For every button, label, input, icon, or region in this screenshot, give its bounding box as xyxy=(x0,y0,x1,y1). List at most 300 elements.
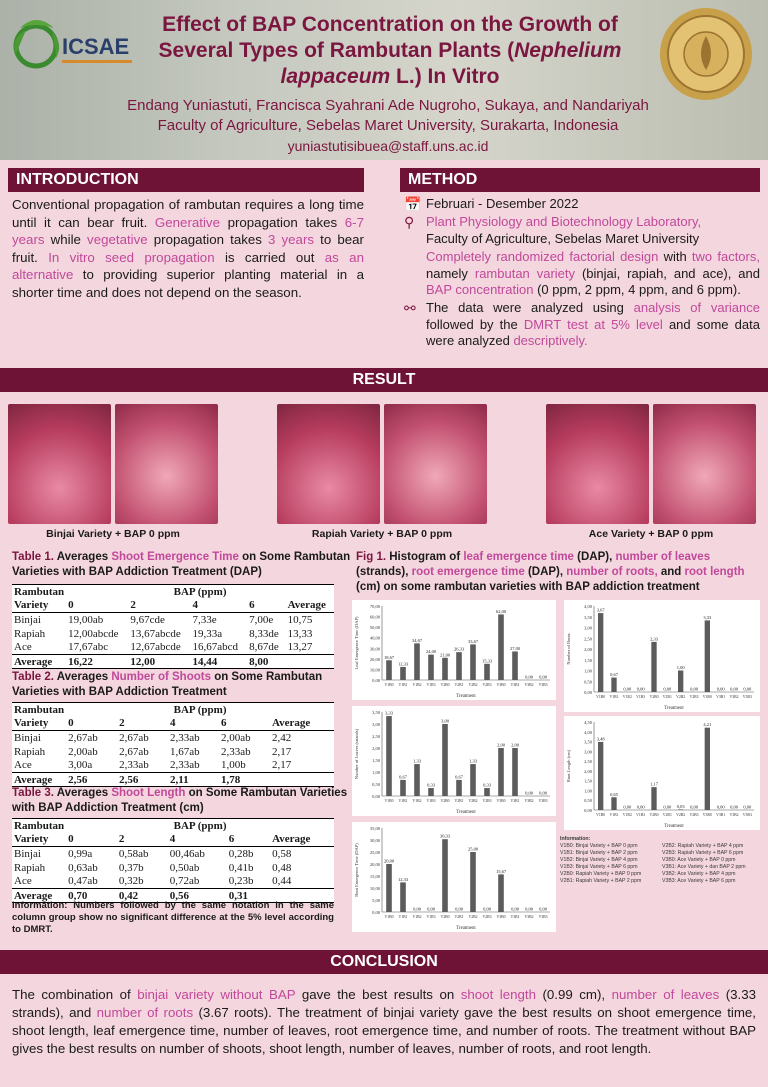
y-tick-label: 0,50 xyxy=(584,798,592,804)
y-tick-label: 2,50 xyxy=(372,734,380,739)
lightbulb-icon: ⚯ xyxy=(404,300,416,317)
table-cell: 2,17 xyxy=(271,745,292,758)
data-label: 20,00 xyxy=(383,858,395,864)
table-cell: 6 xyxy=(219,717,270,731)
bar xyxy=(470,644,476,680)
data-label: 2,00 xyxy=(497,742,505,748)
data-label: 0,00 xyxy=(743,804,752,810)
y-tick-label: 10,00 xyxy=(369,667,380,673)
table-cell: Average xyxy=(12,889,66,903)
y-tick-label: 10,00 xyxy=(369,886,380,891)
data-label: 3,33 xyxy=(703,614,712,620)
y-tick-label: 0,50 xyxy=(584,679,592,685)
x-tick-label: V2B0 xyxy=(440,915,450,919)
x-tick-label: V1B2 xyxy=(412,683,422,687)
method-text: 📅 Februari - Desember 2022 ⚲ Plant Physiology and Biotechnology Laboratory, Faculty of Agriculture, Sebelas Maret University Completely randomized factorial design with two factors, namely rambutan variety (binjai, rapiah, and ace), and BAP concentration (0 ppm, 2 ppm, 4 ppm, and 6 ppm). ⚯ The data were analyzed using analysis of variance followed by the DMRT test at 5% level and some data were analyzed descriptively. xyxy=(404,196,760,349)
table-cell: Average xyxy=(286,599,334,613)
table3-caption: Table 3. Averages Shoot Length on Some Rambutan Varieties with BAP Addiction Treatment (cm) xyxy=(12,787,348,814)
bar xyxy=(386,660,392,680)
x-tick-label: V1B3 xyxy=(426,683,436,687)
x-tick-label: V2B3 xyxy=(689,695,699,699)
table-cell: 1,00b xyxy=(220,759,246,772)
y-tick-label: 0,00 xyxy=(372,678,380,683)
data-label: 0,00 xyxy=(525,906,533,912)
table-cell: 2,56 xyxy=(117,773,168,787)
table-cell: 2,67ab xyxy=(68,731,98,744)
x-tick-label: V2B1 xyxy=(662,813,672,817)
data-label: 34,67 xyxy=(411,637,423,643)
binjai-photos xyxy=(8,404,218,524)
x-tick-label: V2B3 xyxy=(689,813,699,817)
table-row xyxy=(12,847,334,861)
table-cell: 2 xyxy=(117,717,168,731)
table-cell: 0,42 xyxy=(117,889,168,903)
y-tick-label: 60,00 xyxy=(369,614,380,620)
x-tick-label: V2B1 xyxy=(454,915,464,919)
icsae-logo xyxy=(6,8,136,80)
x-tick-label: V3B0 xyxy=(702,813,712,817)
table-cell: 8,33de xyxy=(249,627,279,640)
contact-email: yuniastutisibuea@staff.uns.ac.id xyxy=(287,138,489,154)
x-tick-label: V2B1 xyxy=(662,695,672,699)
table-cell: 0,58ab xyxy=(118,847,149,860)
x-tick-label: V2B3 xyxy=(482,915,492,919)
ace-photos xyxy=(546,404,756,524)
y-tick-label: 70,00 xyxy=(369,604,380,609)
data-label: 0,00 xyxy=(716,686,725,692)
data-label: 25,00 xyxy=(467,846,479,852)
introduction-text: Conventional propagation of rambutan requires a long time until it can bear fruit. Generative propagation takes 6-7 years while vegetative propagation takes 3 years to bear fruit. In vitro seed propagation is carried out as an alternative to providing superior planting material in a shorter time and does not depend on the season. xyxy=(12,197,364,300)
table-cell: 8,67de xyxy=(249,641,279,654)
x-tick-label: V3B1 xyxy=(716,813,726,817)
x-tick-label: V1B0 xyxy=(596,695,606,699)
table-cell: 0,63ab xyxy=(68,861,98,874)
y-tick-label: 15,00 xyxy=(369,874,380,879)
affiliation: Faculty of Agriculture, Sebelas Maret University, Surakarta, Indonesia xyxy=(157,117,619,134)
y-axis-label: Number of Roots xyxy=(566,633,571,665)
data-label: 0,00 xyxy=(730,804,738,810)
y-tick-label: 3,50 xyxy=(584,614,592,620)
table-header-row xyxy=(12,585,334,599)
data-label: 18,67 xyxy=(383,654,395,660)
x-tick-label: V3B1 xyxy=(510,915,520,919)
data-label: 0,67 xyxy=(399,774,407,780)
table-cell: 0,28b xyxy=(228,847,254,860)
table-cell: 3,00a xyxy=(68,759,93,772)
bar xyxy=(386,864,392,912)
table-cell: Average xyxy=(12,773,66,787)
x-tick-label: V3B1 xyxy=(510,683,520,687)
x-tick-label: V2B2 xyxy=(468,683,478,687)
x-tick-label: V1B2 xyxy=(412,799,422,803)
bar xyxy=(484,664,490,680)
bar xyxy=(414,764,420,796)
y-tick-label: 4,00 xyxy=(584,604,592,609)
table-cell: Rambutan xyxy=(14,819,65,832)
table-cell: 16,22 xyxy=(66,655,128,669)
bar xyxy=(456,780,462,796)
x-tick-label: V2B3 xyxy=(482,683,492,687)
table-cell: 2,33ab xyxy=(170,731,200,744)
y-axis-label: Leaf Emergence Time (DAP) xyxy=(354,616,359,670)
table-cell: 0,58 xyxy=(272,847,292,860)
x-tick-label: V2B3 xyxy=(482,799,492,803)
table2-caption: Table 2. Averages Number of Shoots on Some Rambutan Varieties with BAP Addiction Treatment xyxy=(12,671,323,698)
x-tick-label: V2B2 xyxy=(468,915,478,919)
y-tick-label: 1,00 xyxy=(372,770,380,775)
y-tick-label: 3,00 xyxy=(372,722,380,727)
table-row xyxy=(12,627,334,641)
data-label: 26,33 xyxy=(453,646,465,652)
x-tick-label: V1B1 xyxy=(398,799,408,803)
y-tick-label: 0,00 xyxy=(584,690,592,695)
table-cell: 13,67abcde xyxy=(130,627,181,640)
table-cell: 0,44 xyxy=(272,875,292,888)
chart-number-of-roots xyxy=(564,600,760,712)
y-tick-label: 30,00 xyxy=(369,646,380,652)
x-tick-label: V3B3 xyxy=(742,695,752,699)
x-tick-label: V2B2 xyxy=(676,695,686,699)
data-label: 15,67 xyxy=(495,868,507,874)
table-cell: 2,33ab xyxy=(170,759,200,772)
data-label: 3,00 xyxy=(441,718,449,724)
bar xyxy=(442,724,448,796)
data-label: 0,67 xyxy=(455,774,463,780)
table-row xyxy=(12,641,334,655)
table-cell: Variety xyxy=(12,833,66,847)
data-label: 12,33 xyxy=(397,661,409,667)
data-label: 0,00 xyxy=(743,686,752,692)
y-axis-label: Root Emergence Time (DAP) xyxy=(354,843,359,897)
table-row xyxy=(12,759,334,773)
author-block xyxy=(80,96,696,136)
chart-root-emergence xyxy=(352,822,556,932)
data-label: 12,33 xyxy=(397,876,409,882)
y-tick-label: 25,00 xyxy=(369,850,380,855)
x-tick-label: V2B2 xyxy=(676,813,686,817)
bar xyxy=(484,788,490,796)
x-tick-label: V3B1 xyxy=(716,695,726,699)
table-header-row xyxy=(12,833,334,847)
y-tick-label: 2,00 xyxy=(584,768,592,774)
table-cell: 4 xyxy=(168,717,219,731)
bar xyxy=(386,716,392,796)
y-tick-label: 2,50 xyxy=(584,759,592,765)
result-heading: RESULT xyxy=(0,368,768,392)
y-tick-label: 4,50 xyxy=(584,720,592,725)
poster-header xyxy=(0,0,768,160)
x-tick-label: V1B2 xyxy=(622,813,632,817)
data-label: 15,33 xyxy=(481,658,493,664)
university-seal xyxy=(658,6,754,102)
data-label: 0,03 xyxy=(676,803,685,809)
figure-caption: Fig 1. Histogram of leaf emergence time (DAP), number of leaves (strands), root emergence time (DAP), number of roots, and root length (cm) on some rambutan varieties with BAP addiction treatment xyxy=(356,551,745,593)
table-cell xyxy=(270,773,334,787)
y-axis-label: Root Length (cm) xyxy=(566,749,571,783)
table-cell: 0,31 xyxy=(227,889,270,903)
plantlet-photo xyxy=(384,404,487,524)
bar xyxy=(442,839,448,912)
y-tick-label: 1,50 xyxy=(584,778,592,784)
table-cell: Binjai xyxy=(14,613,41,626)
photo-caption-rapiah: Rapiah Variety + BAP 0 ppm xyxy=(311,528,453,540)
y-tick-label: 2,00 xyxy=(584,647,592,652)
data-label: 0,00 xyxy=(690,686,698,692)
table-row xyxy=(12,875,334,889)
bar xyxy=(400,780,406,796)
x-tick-label: V1B1 xyxy=(609,813,619,817)
x-axis-label: Treatment xyxy=(664,706,684,711)
x-tick-label: V1B3 xyxy=(636,813,646,817)
table-cell: 6 xyxy=(227,833,270,847)
table-row xyxy=(12,613,334,627)
data-label: 3,48 xyxy=(596,736,605,742)
y-tick-label: 3,00 xyxy=(584,749,592,755)
data-label: 2,33 xyxy=(650,636,658,642)
table-information-note: Information: Numbers followed by the same notation in the same column group show no significant difference at the 5% level according to DMRT. xyxy=(12,900,334,935)
x-tick-label: V1B0 xyxy=(384,683,394,687)
x-tick-label: V1B3 xyxy=(426,915,436,919)
table-cell: Ace xyxy=(14,641,32,654)
table-cell: 0 xyxy=(66,717,117,731)
table-header-row xyxy=(12,819,334,833)
table-cell: 2,67ab xyxy=(119,731,149,744)
data-label: 27,00 xyxy=(509,645,521,651)
rapiah-photos xyxy=(277,404,487,524)
y-tick-label: 3,50 xyxy=(372,710,380,715)
x-tick-label: V1B1 xyxy=(398,915,408,919)
x-tick-label: V2B2 xyxy=(468,799,478,803)
data-label: 21,00 xyxy=(439,652,451,658)
table-row xyxy=(12,731,334,745)
x-tick-label: V3B2 xyxy=(729,813,739,817)
table-cell: 0,23b xyxy=(228,875,254,888)
introduction-heading: INTRODUCTION xyxy=(8,168,364,192)
table-cell: 2 xyxy=(117,833,168,847)
table-cell: 7,00e xyxy=(249,613,274,626)
table-cell: 2,11 xyxy=(168,773,219,787)
table-header-row xyxy=(12,717,334,731)
bar xyxy=(498,614,504,680)
table-cell: Rapiah xyxy=(14,861,46,874)
data-label: 0,67 xyxy=(610,672,618,678)
table-cell: 0,99a xyxy=(68,847,93,860)
x-tick-label: V2B0 xyxy=(440,799,450,803)
table-average-row xyxy=(12,773,334,787)
x-tick-label: V2B1 xyxy=(454,683,464,687)
table-cell: Rambutan xyxy=(14,585,65,598)
x-axis-label: Treatment xyxy=(456,694,476,699)
y-tick-label: 0,50 xyxy=(372,782,380,787)
y-tick-label: 3,00 xyxy=(584,625,592,631)
photo-caption-binjai: Binjai Variety + BAP 0 ppm xyxy=(46,528,180,540)
table-cell: 12,67abcde xyxy=(130,641,181,654)
table-cell: Average xyxy=(270,717,334,731)
table-cell: 2,00ab xyxy=(68,745,98,758)
table-cell: 0,56 xyxy=(168,889,227,903)
y-tick-label: 4,00 xyxy=(584,729,592,735)
plantlet-photo xyxy=(115,404,218,524)
data-label: 0,00 xyxy=(539,790,547,796)
table-average-row xyxy=(12,655,334,669)
bar xyxy=(512,748,518,796)
bar xyxy=(442,658,448,680)
table-cell: Binjai xyxy=(14,847,41,860)
x-tick-label: V1B0 xyxy=(596,813,606,817)
y-tick-label: 30,00 xyxy=(369,838,380,843)
y-tick-label: 0,00 xyxy=(372,910,380,915)
table-cell: 0,37b xyxy=(118,861,144,874)
table-cell: 1,78 xyxy=(219,773,270,787)
data-label: 4,21 xyxy=(703,722,712,728)
table-cell: 1,67ab xyxy=(170,745,200,758)
authors: Endang Yuniastuti, Francisca Syahrani Ade Nugroho, Sukaya, and Nandariyah xyxy=(127,97,649,114)
table2 xyxy=(12,702,334,787)
bar xyxy=(705,728,710,810)
data-label: 0,00 xyxy=(690,804,698,810)
table-cell: BAP (ppm) xyxy=(66,703,334,717)
table-cell: 0 xyxy=(66,599,128,613)
y-tick-label: 50,00 xyxy=(369,625,380,631)
table-cell: 0,47ab xyxy=(68,875,98,888)
table-cell: 6 xyxy=(247,599,285,613)
data-label: 33,67 xyxy=(467,638,479,644)
table-cell: 2 xyxy=(128,599,190,613)
y-tick-label: 1,00 xyxy=(584,788,592,794)
table-cell: Binjai xyxy=(14,731,41,744)
data-label: 62,00 xyxy=(495,608,507,614)
x-tick-label: V3B2 xyxy=(729,695,739,699)
data-label: 1,00 xyxy=(676,665,685,670)
table-cell: 12,00 xyxy=(128,655,190,669)
table-cell: 10,75 xyxy=(287,613,313,626)
data-label: 0,00 xyxy=(539,674,547,680)
bar xyxy=(470,764,476,796)
table-cell: Ace xyxy=(14,875,32,888)
table-cell: 4 xyxy=(191,599,248,613)
data-label: 1,33 xyxy=(469,758,477,764)
data-label: 30,33 xyxy=(439,833,451,839)
y-tick-label: 1,50 xyxy=(584,657,592,663)
bar xyxy=(428,655,434,680)
plantlet-photo xyxy=(653,404,756,524)
table-cell: 2,42 xyxy=(271,731,292,744)
figure-legend: Information: V1B0: Binjai Variety + BAP 0 ppm V2B2: Rapiah Variety + BAP 4 ppm V1B1: Binjai Variety + BAP 2 ppm V2B3: Rapiah Variety + BAP 6 ppm V1B2: Binjai Variety + BAP 4 ppm V3B0: Ace Variety + BAP 0 ppm V1B3: Binjai Variety + BAP 6 ppm V3B1: Ace Variety + dan BAP 2 ppm V2B0: Rapiah Variety + BAP 0 ppm V3B2: Ace Variety + BAP 4 ppm V2B1: Rapiah Variety + BAP 2 ppm V3B3: Ace Variety + BAP 6 ppm xyxy=(560,836,746,884)
table-cell: Variety xyxy=(12,599,66,613)
table-cell: 8,00 xyxy=(247,655,285,669)
table-cell: 7,33e xyxy=(192,613,217,626)
x-tick-label: V3B2 xyxy=(524,799,534,803)
table-cell: 2,00ab xyxy=(220,731,251,744)
data-label: 0,00 xyxy=(539,906,547,912)
data-label: 0,00 xyxy=(663,686,672,692)
table-row xyxy=(12,861,334,875)
y-tick-label: 5,00 xyxy=(372,898,380,903)
table-cell: Average xyxy=(12,655,66,669)
poster-title: Effect of BAP Concentration on the Growth of Several Types of Rambutan Plants (Nephelium lappaceum L.) In Vitro xyxy=(158,13,622,88)
x-tick-label: V2B0 xyxy=(440,683,450,687)
table-cell: 19,33a xyxy=(192,627,223,640)
x-tick-label: V1B3 xyxy=(636,695,646,699)
x-tick-label: V2B0 xyxy=(649,695,659,699)
table-cell: 0 xyxy=(66,833,117,847)
bar xyxy=(498,748,504,796)
x-tick-label: V2B0 xyxy=(649,813,659,817)
data-label: 0,00 xyxy=(663,804,672,810)
data-label: 0,00 xyxy=(413,906,421,912)
photo-caption-ace: Ace Variety + BAP 0 ppm xyxy=(588,528,714,540)
plantlet-photo xyxy=(546,404,649,524)
table-cell: 2,56 xyxy=(66,773,117,787)
method-heading: METHOD xyxy=(400,168,760,192)
y-tick-label: 1,50 xyxy=(372,758,380,763)
x-tick-label: V1B3 xyxy=(426,799,436,803)
bar xyxy=(400,882,406,912)
conclusion-text: The combination of binjai variety without BAP gave the best results on shoot length (0.99 cm), number of leaves (3.33 strands), and number of roots (3.67 roots). The treatment of binjai variety gave the best results on shoot emergence time, shoot length, leaf emergence time, number of leaves, root emergence time, and number of roots. The treatment without BAP gives the best results on number of shoots, shoot length, number of leaves, number of roots, and root length. xyxy=(12,987,757,1056)
table-header-row xyxy=(12,599,334,613)
table-cell: 2,33ab xyxy=(119,759,149,772)
x-axis-label: Treatment xyxy=(456,810,476,815)
data-label: 2,00 xyxy=(511,742,519,748)
y-tick-label: 3,50 xyxy=(584,739,592,745)
chart-number-of-leaves xyxy=(352,706,556,816)
data-label: 0,00 xyxy=(623,804,632,810)
table1 xyxy=(12,584,334,669)
bar xyxy=(512,651,518,680)
location-pin-icon: ⚲ xyxy=(404,214,415,231)
table-cell: 2,67ab xyxy=(119,745,149,758)
data-label: 1,33 xyxy=(413,758,421,764)
data-label: 0,00 xyxy=(455,906,463,912)
x-tick-label: V3B3 xyxy=(538,683,548,687)
bar xyxy=(651,642,656,692)
bar xyxy=(400,667,406,680)
table-cell: Average xyxy=(270,833,334,847)
data-label: 0,00 xyxy=(730,686,738,692)
plantlet-photo xyxy=(277,404,380,524)
plantlet-photo xyxy=(8,404,111,524)
bar xyxy=(611,678,616,692)
x-tick-label: V3B3 xyxy=(538,915,548,919)
bar xyxy=(598,742,603,810)
table-cell xyxy=(286,655,334,669)
data-label: 3,67 xyxy=(596,607,605,613)
x-tick-label: V3B0 xyxy=(496,683,506,687)
data-label: 0,00 xyxy=(636,804,645,810)
x-tick-label: V3B1 xyxy=(510,799,520,803)
y-tick-label: 35,00 xyxy=(369,826,380,831)
x-axis-label: Treatment xyxy=(456,926,476,931)
table-header-row xyxy=(12,703,334,717)
bar xyxy=(498,874,504,912)
data-label: 0,00 xyxy=(716,804,725,810)
y-tick-label: 20,00 xyxy=(369,862,380,867)
table-cell: 0,48 xyxy=(272,861,292,874)
table-cell: Rapiah xyxy=(14,745,46,758)
data-label: 0,00 xyxy=(483,906,491,912)
data-label: 3,33 xyxy=(385,710,393,716)
table-cell: 13,27 xyxy=(287,641,313,654)
x-tick-label: V1B1 xyxy=(398,683,408,687)
table-row xyxy=(12,745,334,759)
bar xyxy=(414,643,420,680)
table-cell: Rapiah xyxy=(14,627,46,640)
data-label: 0,33 xyxy=(427,782,435,788)
table-cell: 16,67abcd xyxy=(192,641,239,654)
x-tick-label: V1B0 xyxy=(384,915,394,919)
table-cell: 00,46ab xyxy=(169,847,205,860)
table-cell: 0,50ab xyxy=(169,861,200,874)
